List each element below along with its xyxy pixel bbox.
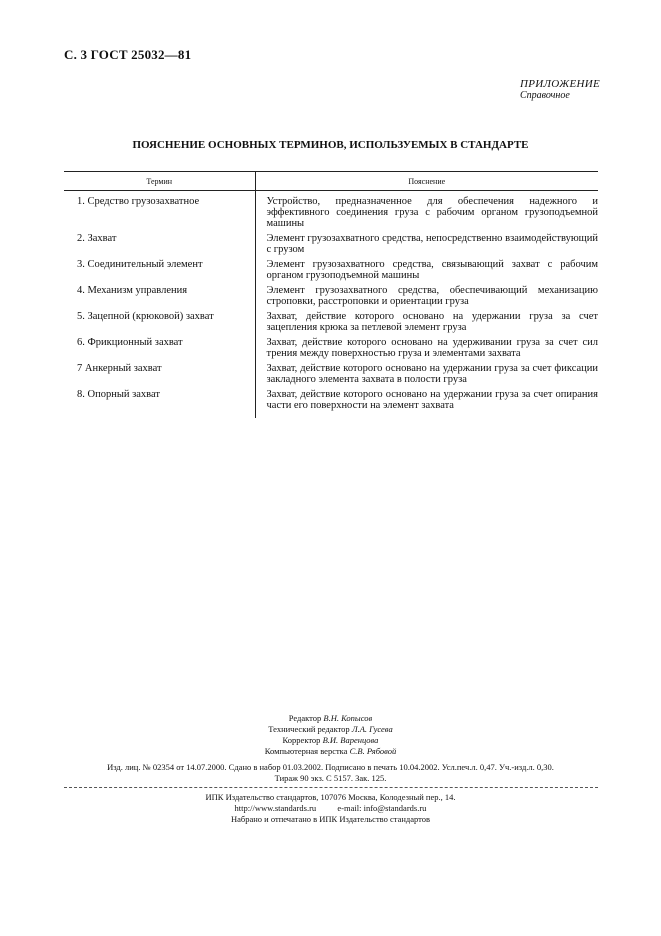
terms-table [64, 171, 598, 418]
appendix-type: Справочное [520, 90, 570, 101]
column-header-explanation: Пояснение [255, 172, 598, 191]
publisher-line: Набрано и отпечатано в ИПК Издательство стандартов [230, 814, 431, 824]
publisher-block [0, 792, 661, 825]
imprint-line: Изд. лиц. № 02354 от 14.07.2000. Сдано в набор 01.03.2002. Подписано в печать 10.04.2002. Усл.печ.л. 0,47. Уч.-изд.л. 0,30. [107, 762, 554, 772]
credit-value: Л.А. Гусева [351, 724, 393, 734]
table-row [64, 281, 598, 307]
publisher-line: ИПК Издательство стандартов, 107076 Москва, Колодезный пер., 14. [205, 792, 456, 802]
explanation-cell: Устройство, предназначенное для обеспечения надежного и эффективного соединения груза с рабочим органом грузоподъемной машины [255, 191, 598, 230]
appendix-title: ПРИЛОЖЕНИЕ [520, 78, 600, 90]
table-row [64, 333, 598, 359]
document-title: ПОЯСНЕНИЕ ОСНОВНЫХ ТЕРМИНОВ, ИСПОЛЬЗУЕМЫХ В СТАНДАРТЕ [132, 139, 529, 151]
term-cell: 1. Средство грузозахватное [77, 196, 200, 207]
table-row [64, 385, 598, 418]
imprint-block [0, 762, 661, 784]
imprint-line: Тираж 90 экз. С 5157. Зак. 125. [274, 773, 387, 783]
table-row [64, 359, 598, 385]
explanation-cell: Элемент грузозахватного средства, связывающий захват с рабочим органом грузоподъемной машины [255, 255, 598, 281]
term-cell: 4. Механизм управления [77, 285, 188, 296]
dashed-divider [64, 787, 598, 788]
table-row [64, 229, 598, 255]
table-header-row [64, 172, 598, 191]
term-cell: 6. Фрикционный захват [77, 337, 183, 348]
credit-label: Редактор [288, 713, 322, 723]
table-row [64, 191, 598, 230]
credit-proofreader [0, 735, 661, 746]
term-cell: 5. Зацепной (крюковой) захват [77, 311, 214, 322]
term-cell: 2. Захват [77, 233, 117, 244]
column-header-term: Термин [64, 172, 255, 191]
table-row [64, 307, 598, 333]
term-cell: 3. Соединительный элемент [77, 259, 203, 270]
credits-block [0, 713, 661, 757]
explanation-cell: Захват, действие которого основано на удержании груза за счет опирания части его поверхности на элемент захвата [255, 385, 598, 418]
explanation-cell: Элемент грузозахватного средства, непосредственно взаимодействующий с грузом [255, 229, 598, 255]
credit-value: В.И. Варенцова [322, 735, 379, 745]
table-row [64, 255, 598, 281]
credit-layout [0, 746, 661, 757]
credit-label: Корректор [282, 735, 321, 745]
credit-editor [0, 713, 661, 724]
publisher-line: http://www.standards.ru e-mail: info@standards.ru [234, 803, 427, 813]
credit-tech-editor [0, 724, 661, 735]
page-header: С. 3 ГОСТ 25032—81 [64, 47, 192, 62]
explanation-cell: Захват, действие которого основано на удерживании груза за счет сил трения между поверхностью груза и элементами захвата [255, 333, 598, 359]
credit-value: В.Н. Копысов [323, 713, 373, 723]
explanation-cell: Захват, действие которого основано на удержании груза за счет зацепления крюка за петлевой элемент груза [255, 307, 598, 333]
explanation-cell: Захват, действие которого основано на удержании груза за счет фиксации закладного элемента захвата в полости груза [255, 359, 598, 385]
appendix-label [520, 78, 600, 102]
credit-label: Технический редактор [268, 724, 350, 734]
credit-value: С.В. Рябовой [349, 746, 397, 756]
credit-label: Компьютерная верстка [264, 746, 348, 756]
explanation-cell: Элемент грузозахватного средства, обеспечивающий механизацию строповки, расстроповки и ориентации груза [255, 281, 598, 307]
term-cell: 7 Анкерный захват [77, 363, 162, 374]
term-cell: 8. Опорный захват [77, 389, 160, 400]
